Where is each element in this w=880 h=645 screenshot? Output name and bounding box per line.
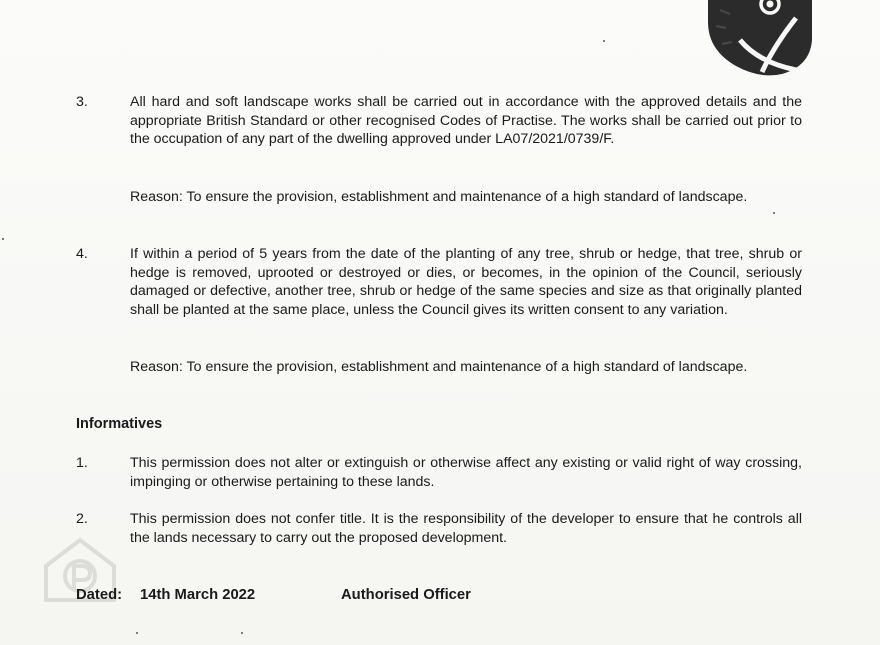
condition-number: 3. [76,94,88,110]
condition-reason: Reason: To ensure the provision, establishment and maintenance of a high standard of landscape. [130,189,748,205]
informative-number: 2. [76,511,88,527]
scan-speck [136,632,138,634]
condition-number: 4. [76,246,88,262]
condition-text: If within a period of 5 years from the date of the planting of any tree, shrub or hedge, that tree, shrub or hedge is removed, uprooted or destroyed or dies, or becomes, in the opinion of the Council, seriously damaged or defective, another tree, shrub or hedge of the same species and size as that originally planted shall be planted at the same place, unless the Council gives its written consent to any variation. [130,246,802,318]
informative-text: This permission does not confer title. It is the responsibility of the developer to ensure that he controls all the lands necessary to carry out the proposed development. [130,511,802,546]
dated-value: 14th March 2022 [140,587,256,603]
dated-label: Dated: [76,587,123,603]
scan-speck [773,212,775,214]
scan-speck [241,632,243,634]
informatives-heading: Informatives [76,416,163,432]
condition-text: All hard and soft landscape works shall be carried out in accordance with the approved details and the appropriate British Standard or other recognised Codes of Practise. The works shall be carried out prior to the occupation of any part of the dwelling approved under LA07/2021/0739/F. [130,94,802,148]
authorised-officer-label: Authorised Officer [341,587,471,603]
condition-reason: Reason: To ensure the provision, establishment and maintenance of a high standard of landscape. [130,359,748,375]
scan-speck [2,238,4,240]
informative-number: 1. [76,455,88,471]
scan-speck [603,40,605,42]
council-emblem-icon [700,0,820,76]
informative-text: This permission does not alter or extinguish or otherwise affect any existing or valid right of way crossing, impinging or otherwise pertaining to these lands. [130,455,802,490]
